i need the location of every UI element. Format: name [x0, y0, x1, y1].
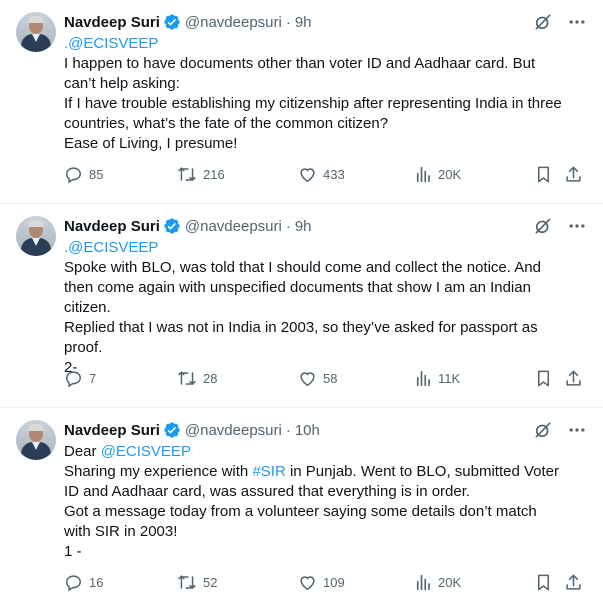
tweet-text-segment: ID and Aadhaar card, was assured that everything is in order. — [64, 483, 471, 500]
tweet-text-segment: with SIR in 2003! — [64, 523, 178, 540]
views-button[interactable] — [414, 572, 461, 592]
views-icon — [414, 369, 432, 388]
views-count: 20K — [438, 574, 462, 590]
separator-dot: · — [285, 13, 291, 31]
tweet-text-segment: If I have trouble establishing my citizenship after representing India in three — [64, 95, 562, 112]
tweet[interactable] — [0, 204, 603, 408]
reply-count: 16 — [89, 574, 104, 590]
tweet-actions — [64, 368, 587, 388]
tweet-header-actions — [533, 216, 587, 236]
more-icon[interactable] — [567, 420, 587, 440]
bookmark-icon — [534, 369, 553, 388]
author-handle[interactable]: @navdeepsuri — [184, 217, 282, 235]
share-icon — [564, 165, 583, 184]
repost-button[interactable] — [177, 572, 217, 592]
author-handle[interactable]: @navdeepsuri — [184, 13, 282, 31]
repost-count: 216 — [203, 166, 225, 182]
bookmark-button[interactable] — [534, 164, 553, 184]
repost-count: 28 — [203, 370, 218, 386]
bookmark-button[interactable] — [534, 368, 553, 388]
avatar[interactable] — [16, 420, 56, 460]
like-count: 109 — [323, 574, 345, 590]
views-icon — [414, 573, 432, 592]
author-handle[interactable]: @navdeepsuri — [184, 421, 282, 439]
reply-icon — [64, 369, 83, 388]
tweet-text-line — [64, 34, 584, 54]
tweet-text-line — [64, 238, 584, 258]
tweet-text — [64, 238, 584, 378]
tweet-text-line — [64, 338, 584, 358]
repost-count: 52 — [203, 574, 218, 590]
reply-icon — [64, 573, 83, 592]
repost-button[interactable] — [177, 164, 225, 184]
repost-button[interactable] — [177, 368, 217, 388]
tweet[interactable] — [0, 0, 603, 204]
tweet-text-segment: Dear — [64, 443, 101, 460]
tweet-timestamp[interactable]: 9h — [294, 217, 312, 235]
tweet-text-line — [64, 74, 584, 94]
reply-count: 85 — [89, 166, 104, 182]
tweet-timestamp[interactable]: 9h — [294, 13, 312, 31]
hashtag-link[interactable]: #SIR — [252, 463, 286, 480]
avatar[interactable] — [16, 216, 56, 256]
tweet-text-line — [64, 114, 584, 134]
separator-dot: · — [285, 217, 291, 235]
tweet-header — [64, 420, 587, 440]
share-button[interactable] — [564, 164, 583, 184]
like-icon — [298, 573, 317, 592]
tweet-text-line — [64, 258, 584, 278]
tweet-text — [64, 34, 584, 154]
views-count: 20K — [438, 166, 462, 182]
tweet-text-segment: can’t help asking: — [64, 75, 180, 92]
tweet-text-line — [64, 482, 584, 502]
bookmark-button[interactable] — [534, 572, 553, 592]
tweet-text-line — [64, 94, 584, 114]
bookmark-icon — [534, 165, 553, 184]
more-icon[interactable] — [567, 216, 587, 236]
tweet-text-segment: in Punjab. Went to BLO, submitted Voter — [285, 463, 560, 480]
reply-count: 7 — [89, 370, 97, 386]
tweet-text-line — [64, 278, 584, 298]
reply-button[interactable] — [64, 164, 103, 184]
separator-dot: · — [285, 421, 291, 439]
tweet-text-line — [64, 54, 584, 74]
retweet-icon — [177, 573, 197, 592]
tweet-content — [64, 216, 587, 378]
tweet[interactable] — [0, 408, 603, 613]
like-button[interactable] — [298, 572, 345, 592]
tweet-header — [64, 216, 587, 236]
author-name[interactable]: Navdeep Suri — [64, 217, 160, 235]
tweet-timestamp[interactable]: 10h — [294, 421, 320, 439]
like-button[interactable] — [298, 164, 345, 184]
verified-badge-icon — [163, 13, 181, 31]
reply-icon — [64, 165, 83, 184]
like-count: 433 — [323, 166, 345, 182]
tweet-text-line — [64, 522, 584, 542]
tweet-text-segment: I happen to have documents other than voter ID and Aadhaar card. But — [64, 55, 536, 72]
share-icon — [564, 369, 583, 388]
grok-icon[interactable] — [533, 12, 553, 32]
author-name[interactable]: Navdeep Suri — [64, 421, 160, 439]
grok-icon[interactable] — [533, 216, 553, 236]
retweet-icon — [177, 165, 197, 184]
tweet-text-line — [64, 134, 584, 154]
tweet-content — [64, 12, 587, 154]
tweet-text-segment: citizen. — [64, 299, 111, 316]
share-button[interactable] — [564, 572, 583, 592]
tweet-header-actions — [533, 12, 587, 32]
tweet-text-segment: Ease of Living, I presume! — [64, 135, 238, 152]
verified-badge-icon — [163, 217, 181, 235]
tweet-header — [64, 12, 587, 32]
tweet-text-line — [64, 542, 584, 562]
author-name[interactable]: Navdeep Suri — [64, 13, 160, 31]
mention-link[interactable]: .@ECISVEEP — [64, 239, 159, 256]
share-button[interactable] — [564, 368, 583, 388]
reply-button[interactable] — [64, 368, 96, 388]
views-count: 11K — [438, 370, 461, 386]
tweet-text-line — [64, 462, 584, 482]
tweet-text-segment: Sharing my experience with — [64, 463, 253, 480]
tweet-text-segment: proof. — [64, 339, 103, 356]
tweet-header-actions — [533, 420, 587, 440]
mention-link[interactable]: @ECISVEEP — [100, 443, 191, 460]
like-icon — [298, 369, 317, 388]
tweet-text-line — [64, 318, 584, 338]
grok-icon[interactable] — [533, 420, 553, 440]
like-icon — [298, 165, 317, 184]
verified-badge-icon — [163, 421, 181, 439]
tweet-text-line — [64, 502, 584, 522]
tweet-actions — [64, 164, 587, 184]
tweet-text — [64, 442, 584, 562]
views-button[interactable] — [414, 368, 460, 388]
share-icon — [564, 573, 583, 592]
tweet-text-segment: countries, what’s the fate of the common citizen? — [64, 115, 389, 132]
tweet-text-line — [64, 298, 584, 318]
like-count: 58 — [323, 370, 338, 386]
like-button[interactable] — [298, 368, 337, 388]
reply-button[interactable] — [64, 572, 103, 592]
avatar[interactable] — [16, 12, 56, 52]
views-button[interactable] — [414, 164, 461, 184]
tweet-content — [64, 420, 587, 562]
bookmark-icon — [534, 573, 553, 592]
tweet-text-line — [64, 442, 584, 462]
retweet-icon — [177, 369, 197, 388]
more-icon[interactable] — [567, 12, 587, 32]
mention-link[interactable]: .@ECISVEEP — [64, 35, 159, 52]
tweet-actions — [64, 572, 587, 592]
tweet-text-segment: Replied that I was not in India in 2003, so they’ve asked for passport as — [64, 319, 538, 336]
tweet-text-segment: 1 - — [64, 543, 82, 560]
tweet-text-segment: then come again with unspecified documents that show I am an Indian — [64, 279, 531, 296]
tweet-text-segment: Got a message today from a volunteer saying some details don’t match — [64, 503, 537, 520]
tweet-text-segment: 2- — [64, 359, 78, 376]
views-icon — [414, 165, 432, 184]
tweet-text-segment: Spoke with BLO, was told that I should come and collect the notice. And — [64, 259, 541, 276]
